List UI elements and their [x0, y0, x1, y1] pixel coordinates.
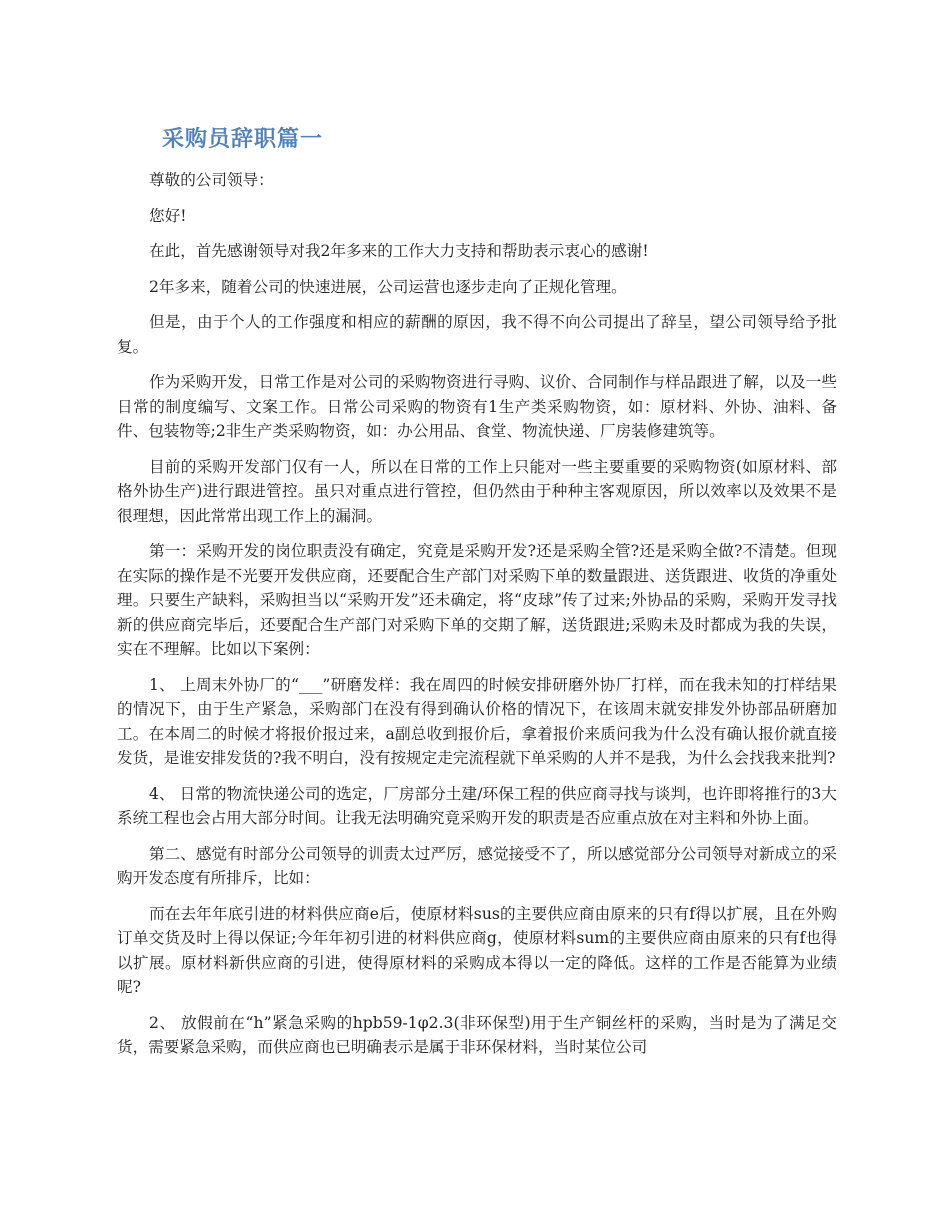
paragraph-job-duties: 作为采购开发，日常工作是对公司的采购物资进行寻购、议价、合同制作与样品跟进了解，以及一些日常的制度编写、文案工作。日常公司采购的物资有1生产类采购物资，如：原材料、外协、油料、备件、包装物等;2非生产类采购物资，如：办公用品、食堂、物流快递、厂房装修建筑等。 [117, 373, 837, 440]
document-body [117, 168, 837, 1071]
paragraph-resignation-reason: 但是，由于个人的工作强度和相应的薪酬的原因，我不得不向公司提出了辞呈，望公司领导给予批复。 [117, 313, 837, 356]
paragraph-department-status: 目前的采购开发部门仅有一人，所以在日常的工作上只能对一些主要重要的采购物资(如原材料、部格外协生产)进行跟进管控。虽只对重点进行管控，但仍然由于种种主客观原因，所以效率以及效果不是很理想，因此常常出现工作上的漏洞。 [117, 457, 837, 525]
paragraph-case-2: 2、 放假前在“h”紧急采购的hpb59-1φ2.3(非环保型)用于生产铜丝杆的采购，当时是为了满足交货，需要紧急采购，而供应商也已明确表示是属于非环保材料，当时某位公司 [117, 1013, 837, 1056]
paragraph-case-1: 1、 上周末外协厂的“___”研磨发样：我在周四的时候安排研磨外协厂打样，而在我未知的打样结果的情况下，由于生产紧急，采购部门在没有得到确认价格的情况下，在该周末就安排发外协部品研磨加工。在本周二的时候才将报价报过来，a副总收到报价后，拿着报价来质问我为什么没有确认报价就直接发货，是谁安排发货的?我不明白，没有按规定走完流程就下单采购的人并不是我，为什么会找我来批判? [117, 675, 837, 767]
paragraph-second-issue: 第二、感觉有时部分公司领导的训责太过严厉，感觉接受不了，所以感觉部分公司领导对新成立的采购开发态度有所排斥，比如： [117, 844, 837, 887]
paragraph-supplier-achievement: 而在去年年底引进的材料供应商e后，使原材料sus的主要供应商由原来的只有f得以扩展，且在外购订单交货及时上得以保证;今年年初引进的材料供应商g，使原材料sum的主要供应商由原来的只有f也得以扩展。原材料新供应商的引进，使得原材料的采购成本得以一定的降低。这样的工作是否能算为业绩呢? [117, 904, 837, 996]
paragraph-greeting: 您好! [149, 206, 187, 225]
document-title: 采购员辞职篇一 [162, 127, 324, 152]
paragraph-salutation: 尊敬的公司领导： [149, 171, 274, 189]
paragraph-first-issue: 第一：采购开发的岗位职责没有确定，究竟是采购开发?还是采购全管?还是采购全做?不清楚。但现在实际的操作是不光要开发供应商，还要配合生产部门对采购下单的数量跟进、送货跟进、收货的净重处理。只要生产缺料，采购担当以“采购开发”还未确定，将“皮球”传了过来;外协品的采购，采购开发寻找新的供应商完毕后，还要配合生产部门对采购下单的交期了解，送货跟进;采购未及时都成为我的失误，实在不理解。比如以下案例： [117, 542, 837, 658]
paragraph-case-4: 4、 日常的物流快递公司的选定，厂房部分土建/环保工程的供应商寻找与谈判，也许即将推行的3大系统工程也会占用大部分时间。让我无法明确究竟采购开发的职责是否应重点放在对主料和外协上面。 [117, 784, 837, 827]
paragraph-company-progress: 2年多来，随着公司的快速进展，公司运营也逐步走向了正规化管理。 [149, 277, 627, 296]
paragraph-thanks: 在此，首先感谢领导对我2年多来的工作大力支持和帮助表示衷心的感谢! [149, 242, 649, 260]
